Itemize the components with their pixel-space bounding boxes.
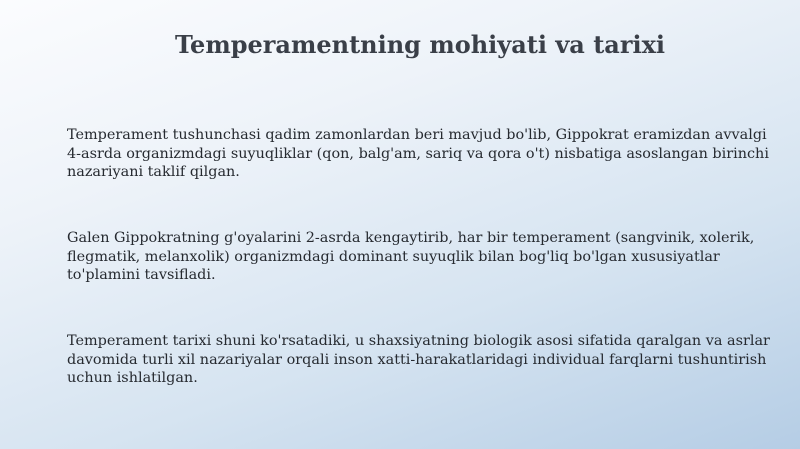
slide-title: Temperamentning mohiyati va tarixi <box>174 30 666 59</box>
paragraph-history: Temperament tarixi shuni ko'rsatadiki, u shaxsiyatning biologik asosi sifatida qaralgan va asrlar davomida turli xil nazariyalar orqali inson xatti-harakatlaridagi individual farqlarni tushuntirish uchun ishlatilgan. <box>67 333 770 386</box>
paragraph-hippocrates: Temperament tushunchasi qadim zamonlardan beri mavjud bo'lib, Gippokrat eramizdan avvalgi 4-asrda organizmdagi suyuqliklar (qon, balg'am, sariq va qora o't) nisbatiga asoslangan birinchi nazariyani taklif qilgan. <box>67 127 769 180</box>
paragraph-galen: Galen Gippokratning g'oyalarini 2-asrda kengaytirib, har bir temperament (sangvinik, xolerik, flegmatik, melanxolik) organizmdagi dominant suyuqlik bilan bog'liq bo'lgan xususiyatlar to'plamini tavsifladi. <box>67 230 755 283</box>
